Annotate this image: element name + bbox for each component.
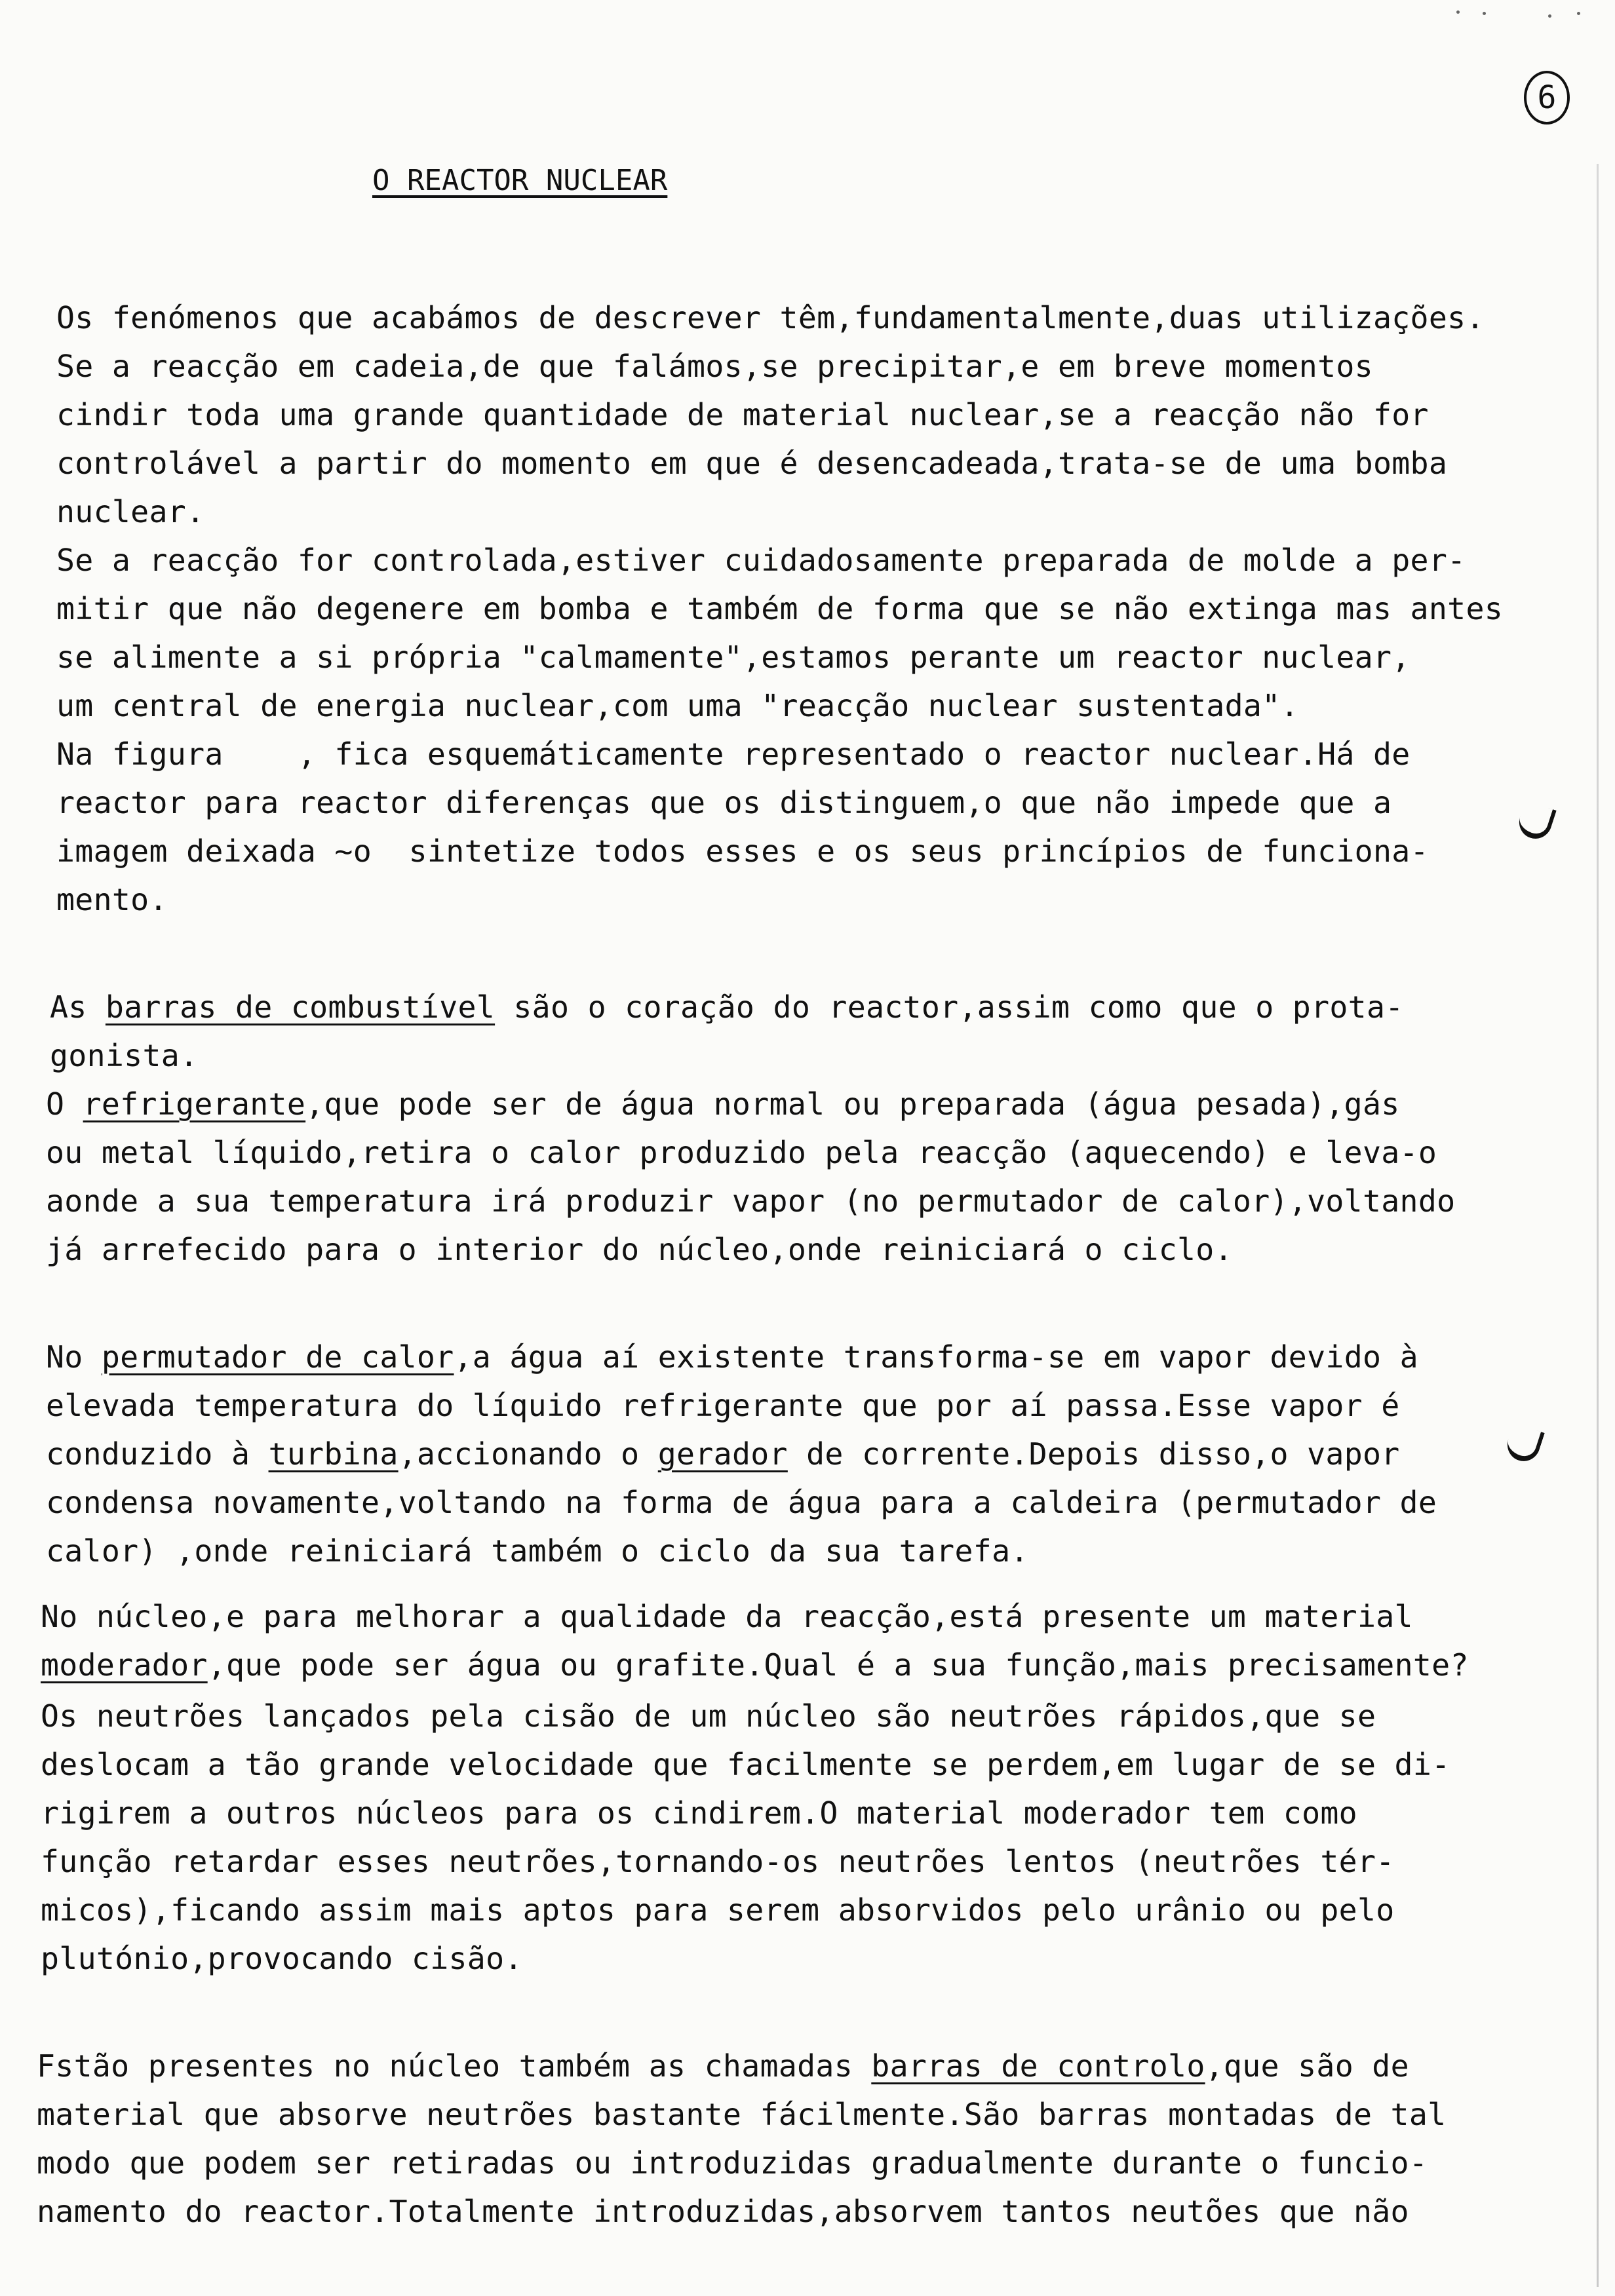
underlined-term: gerador <box>657 1436 788 1472</box>
underlined-term: refrigerante <box>83 1086 306 1122</box>
text-line <box>46 1436 1400 1472</box>
text-run: deslocam a tão grande velocidade que facilmente se perdem,em lugar de se di- <box>41 1747 1450 1782</box>
page-edge-shadow <box>1597 164 1599 2287</box>
text-line <box>56 494 204 529</box>
text-run: ,que são de <box>1205 2048 1409 2084</box>
text-line <box>37 2097 1446 2132</box>
text-line <box>46 1135 1437 1170</box>
text-line <box>56 688 1299 723</box>
text-run: controlável a partir do momento em que é desencadeada,trata-se de uma bomba <box>56 446 1448 481</box>
text-line <box>56 397 1429 432</box>
text-run: conduzido à <box>46 1436 269 1472</box>
text-run: função retardar esses neutrões,tornando-os neutrões lentos (neutrões tér- <box>41 1844 1395 1879</box>
text-run: material que absorve neutrões bastante fácilmente.São barras montadas de tal <box>37 2097 1447 2132</box>
text-line <box>56 882 168 917</box>
underlined-term: moderador <box>41 1647 208 1683</box>
text-run: elevada temperatura do líquido refrigerante que por aí passa.Esse vapor é <box>46 1388 1400 1423</box>
text-line <box>37 2145 1428 2181</box>
text-line <box>41 1599 1413 1634</box>
text-run: Os neutrões lançados pela cisão de um núcleo são neutrões rápidos,que se <box>41 1698 1376 1734</box>
text-line <box>56 543 1466 578</box>
underlined-term: barras de combustível <box>105 989 496 1025</box>
scan-speck <box>1577 12 1580 15</box>
text-run: mitir que não degenere em bomba e também de forma que se não extinga mas antes <box>56 591 1504 626</box>
text-run: se alimente a si própria "calmamente",estamos perante um reactor nuclear, <box>56 640 1411 675</box>
text-run: ,accionando o <box>398 1436 658 1472</box>
underlined-term: barras de controlo <box>871 2048 1205 2084</box>
text-run: ,que pode ser água ou grafite.Qual é a sua função,mais precisamente? <box>207 1647 1469 1683</box>
scan-speck <box>1483 12 1486 15</box>
text-run: namento do reactor.Totalmente introduzidas,absorvem tantos neutões que não <box>37 2194 1409 2229</box>
margin-checkmark <box>1503 1423 1545 1466</box>
text-line <box>37 2194 1409 2229</box>
text-line <box>50 989 1404 1025</box>
scan-speck <box>1548 14 1551 18</box>
text-line <box>56 300 1485 335</box>
text-run: imagem deixada ~o sintetize todos esses e os seus princípios de funciona- <box>56 833 1429 869</box>
page-number: 6 <box>1524 71 1570 124</box>
text-run: Se a reacção for controlada,estiver cuidadosamente preparada de molde a per- <box>56 543 1466 578</box>
text-line <box>56 446 1447 481</box>
text-run: Os fenómenos que acabámos de descrever têm,fundamentalmente,duas utilizações. <box>56 300 1485 335</box>
text-line <box>56 737 1411 772</box>
underlined-term: turbina <box>268 1436 399 1472</box>
text-line <box>56 349 1373 384</box>
text-run: mento. <box>56 882 168 917</box>
text-run: micos),ficando assim mais aptos para serem absorvidos pelo urânio ou pelo <box>41 1892 1395 1928</box>
text-run: No <box>46 1339 102 1375</box>
text-line <box>41 1795 1357 1831</box>
text-run: plutónio,provocando cisão. <box>41 1941 523 1976</box>
text-line <box>56 833 1429 869</box>
text-line <box>56 591 1503 626</box>
text-run: rigirem a outros núcleos para os cindirem.O material moderador tem como <box>41 1795 1357 1831</box>
text-line <box>56 785 1391 820</box>
text-run: No núcleo,e para melhorar a qualidade da reacção,está presente um material <box>41 1599 1413 1634</box>
text-line <box>41 1698 1376 1734</box>
text-run: Fstão presentes no núcleo também as chamadas <box>37 2048 872 2084</box>
text-run: gonista. <box>50 1038 199 1073</box>
text-line <box>56 640 1411 675</box>
text-run: de corrente.Depois disso,o vapor <box>787 1436 1400 1472</box>
text-line <box>46 1339 1418 1375</box>
text-run: reactor para reactor diferenças que os distinguem,o que não impede que a <box>56 785 1392 820</box>
underlined-term: permutador de calor <box>101 1339 454 1375</box>
text-run: ,a água aí existente transforma-se em vapor devido à <box>454 1339 1418 1375</box>
text-line <box>41 1892 1395 1928</box>
page-title: O REACTOR NUCLEAR <box>372 164 668 197</box>
text-run: condensa novamente,voltando na forma de água para a caldeira (permutador de <box>46 1485 1437 1520</box>
text-run: um central de energia nuclear,com uma "reacção nuclear sustentada". <box>56 688 1299 723</box>
text-line <box>46 1232 1233 1267</box>
text-line <box>46 1533 1029 1569</box>
text-line <box>41 1747 1450 1782</box>
margin-checkmark <box>1515 801 1557 843</box>
text-run: são o coração do reactor,assim como que o prota- <box>495 989 1404 1025</box>
text-line <box>41 1647 1469 1683</box>
text-run: já arrefecido para o interior do núcleo,onde reiniciará o ciclo. <box>46 1232 1233 1267</box>
text-line <box>50 1038 198 1073</box>
text-line <box>41 1941 523 1976</box>
text-run: calor) ,onde reiniciará também o ciclo da sua tarefa. <box>46 1533 1029 1569</box>
scan-speck <box>1456 10 1460 14</box>
text-line <box>41 1844 1395 1879</box>
text-run: aonde a sua temperatura irá produzir vapor (no permutador de calor),voltando <box>46 1183 1456 1219</box>
text-run: nuclear. <box>56 494 205 529</box>
text-run: ou metal líquido,retira o calor produzido pela reacção (aquecendo) e leva-o <box>46 1135 1437 1170</box>
text-line <box>37 2048 1409 2084</box>
text-line <box>46 1086 1400 1122</box>
text-line <box>46 1183 1455 1219</box>
text-line <box>46 1485 1437 1520</box>
text-run: Se a reacção em cadeia,de que falámos,se precipitar,e em breve momentos <box>56 349 1373 384</box>
text-run: As <box>50 989 106 1025</box>
text-run: cindir toda uma grande quantidade de material nuclear,se a reacção não for <box>56 397 1429 432</box>
text-run: modo que podem ser retiradas ou introduzidas gradualmente durante o funcio- <box>37 2145 1428 2181</box>
text-run: O <box>46 1086 83 1122</box>
text-line <box>46 1388 1400 1423</box>
text-run: Na figura , fica esquemáticamente representado o reactor nuclear.Há de <box>56 737 1411 772</box>
text-run: ,que pode ser de água normal ou preparada (água pesada),gás <box>305 1086 1400 1122</box>
